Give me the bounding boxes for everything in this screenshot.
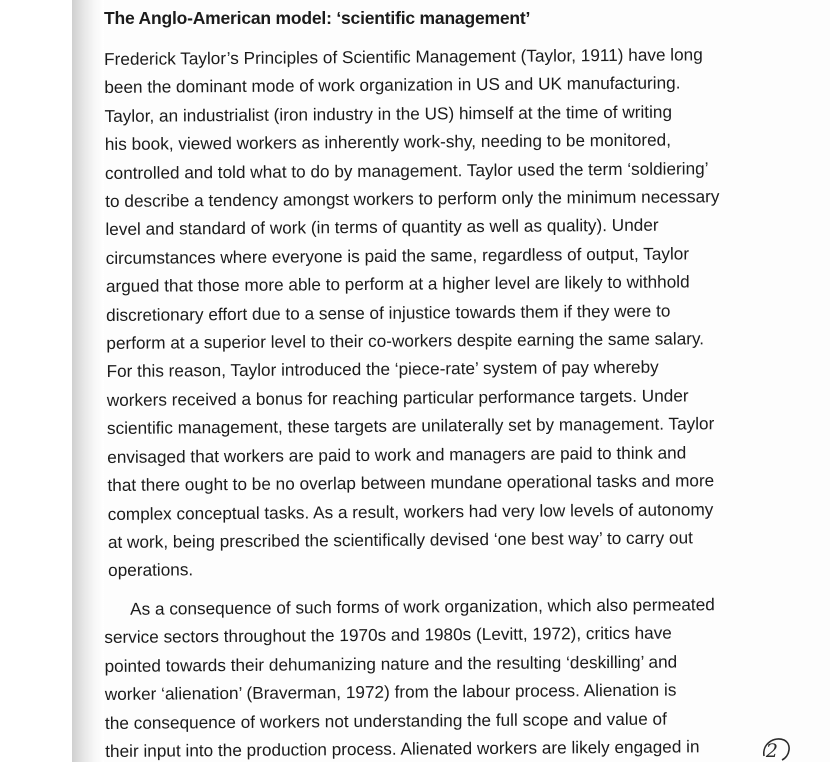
text-line: As a consequence of such forms of work organization, which also permeated [130,594,715,619]
text-line: workers received a bonus for reaching particular performance targets. Under [106,385,689,410]
text-line: worker ‘alienation’ (Braverman, 1972) from the labour process. Alienation is [104,679,677,705]
text-line: pointed towards their dehumanizing nature and the resulting ‘deskilling’ and [104,651,678,676]
text-line: perform at a superior level to their co-workers despite earning the same salary. [106,328,705,354]
text-line: operations. [108,559,194,581]
text-line: his book, viewed workers as inherently work-shy, needing to be monitored, [104,129,672,155]
circle-mark-icon [760,734,794,764]
text-line: that there ought to be no overlap between mundane operational tasks and more [107,470,715,496]
page-mark-number: 2 [765,740,778,762]
handwritten-page-mark [766,740,778,762]
text-line: the consequence of workers not understanding the full scope and value of [104,708,667,733]
text-line: been the dominant mode of work organization in US and UK manufacturing. [104,72,681,98]
text-line: argued that those more able to perform at a higher level are likely to withhold [105,271,690,297]
text-line: at work, being prescribed the scientifically devised ‘one best way’ to carry out [107,527,693,552]
section-heading: The Anglo-American model: ‘scientific management’ [104,8,531,28]
text-line: controlled and told what to do by management. Taylor used the term ‘soldiering’ [104,157,709,183]
paragraph-2 [104,590,770,765]
text-line: their input into the production process. Alienated workers are likely engaged in [105,736,700,762]
book-gutter-shadow [72,0,104,762]
text-line: level and standard of work (in terms of quantity as well as quality). Under [105,215,659,240]
text-line: service sectors throughout the 1970s and 1980s (Levitt, 1972), critics have [104,622,672,648]
text-line: Frederick Taylor’s Principles of Scientific Management (Taylor, 1911) have long [104,44,703,69]
text-line: scientific management, these targets are unilaterally set by management. Taylor [106,413,715,439]
paragraph-1 [104,40,773,585]
text-line: For this reason, Taylor introduced the ‘piece-rate’ system of pay whereby [106,357,659,382]
text-line: complex conceptual tasks. As a result, workers had very low levels of autonomy [107,498,714,524]
left-margin [0,0,72,762]
text-line: discretionary effort due to a sense of injustice towards them if they were to [106,300,671,325]
text-line: Taylor, an industrialist (iron industry in the US) himself at the time of writing [104,101,673,126]
text-line: circumstances where everyone is paid the same, regardless of output, Taylor [105,243,690,268]
text-line: to describe a tendency amongst workers to perform only the minimum necessary [105,186,720,212]
text-line: envisaged that workers are paid to work and managers are paid to think and [107,442,687,467]
